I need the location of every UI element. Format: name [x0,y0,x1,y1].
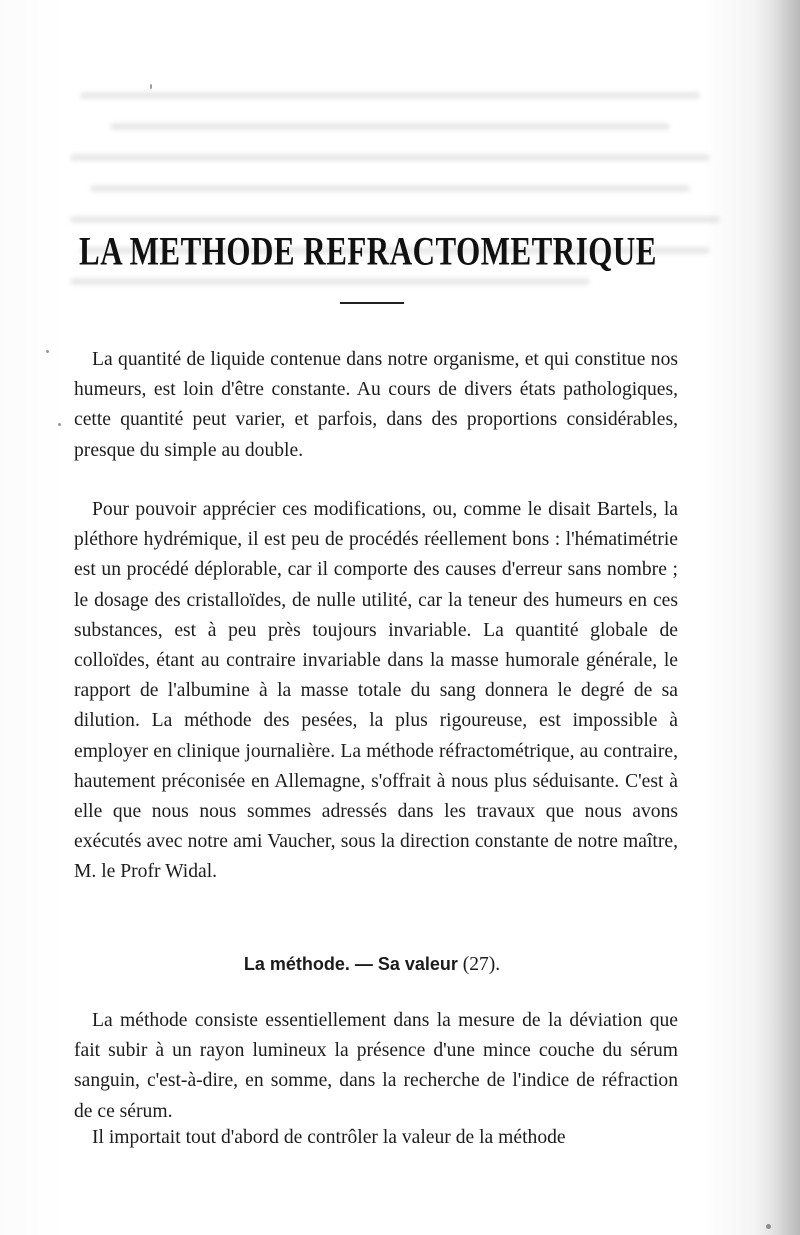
chapter-title: LA METHODE REFRACTOMETRIQUE [79,228,657,274]
bleed-through-text [70,92,730,332]
ink-speck [46,350,49,353]
page-gutter-shadow [754,0,800,1235]
ink-speck [58,423,61,426]
section-heading-title: La méthode. — Sa valeur [243,954,458,974]
title-rule [340,302,404,304]
paragraph-4: Il importait tout d'abord de contrôler la valeur de la méthode [92,1127,566,1148]
paragraph-3: La méthode consiste essentiellement dans la mesure de la déviation que fait subir à un rayon lumineux la présence d'une mince couche du sérum sanguin, c'est-à-dire, en somme, dans la recherche de l'indice de réfraction de ce sérum. [74,1010,678,1122]
paragraph-2: Pour pouvoir apprécier ces modifications, ou, comme le disait Bartels, la pléthore hydrémique, il est peu de procédés réellement bons : l'hématimétrie est un procédé déplorable, car il comporte des causes d'erreur sans nombre ; le dosage des cristalloïdes, de nulle utilité, car la teneur des humeurs en ces substances, est à peu près toujours invariable. La quantité globale de colloïdes, étant au contraire invariable dans la masse humorale générale, le rapport de l'albumine à la masse totale du sang donnera le degré de sa dilution. La méthode des pesées, la plus rigoureuse, est impossible à employer en clinique journalière. La méthode réfractométrique, au contraire, hautement préconisée en Allemagne, s'offrait à nous plus séduisante. C'est à elle que nous nous sommes adressés dans les travaux que nous avons exécutés avec notre ami Vaucher, sous la direction constante de notre maître, M. le Profr Widal. [74,499,678,883]
section-heading-ref: (27). [462,954,501,975]
section-heading [0,954,744,976]
ink-speck [150,84,152,89]
ink-speck [766,1224,771,1229]
paragraph-1: La quantité de liquide contenue dans notre organisme, et qui constitue nos humeurs, est loin d'être constante. Au cours de divers états pathologiques, cette quantité peut varier, et parfois, dans des proportions considérables, presque du simple au double. [74,349,678,461]
